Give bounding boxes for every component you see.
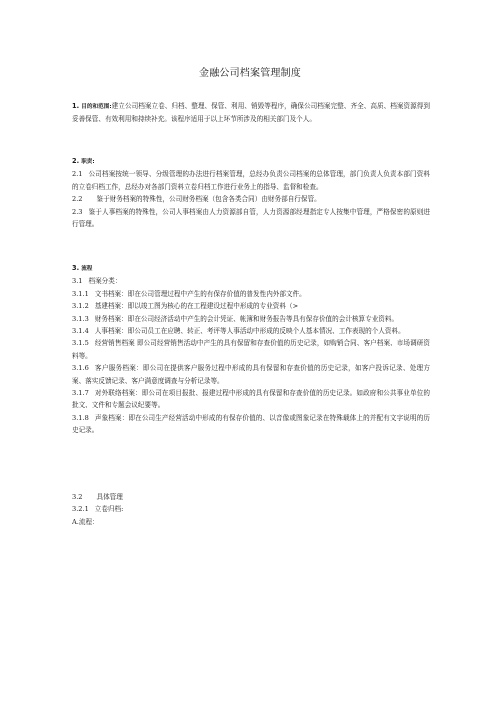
item-text: 立卷归档:: [94, 505, 124, 514]
item-text: 经营销售档案 即公司经营销售活动中产生的具有保留和存查价值的历史记录，如购销合同、客户档案、市场调研资料等。: [72, 339, 430, 360]
item-number: 3.1.2: [72, 302, 89, 311]
paragraph-number: 2.1: [72, 170, 83, 179]
section-label: 流程: [81, 266, 93, 272]
item-number: 3.1.3: [72, 314, 89, 323]
item-number: 3.2: [72, 493, 83, 501]
item-text: 基建档案：即以竣工图为核心的在工程建设过程中形成的专业资料（>: [94, 302, 299, 311]
item-text: 对外联络档案：即公司在项目报批、报建过程中形成的具有保留和存查价值的历史记录。如政府和公共事业单位的批文、文件和专题会议纪要等。: [72, 389, 430, 410]
section-process: [72, 262, 430, 437]
section-management: [72, 491, 430, 528]
section-number: 3.: [72, 264, 80, 272]
paragraph-text: 公司档案按统一领导、分级管理的办法进行档案管理，总经办负责公司档案的总体管理，部门负责人负责本部门资料的立卷归档工作，总经办对各部门资料立卷归档工作进行业务上的指导、监督和检查。: [72, 170, 430, 191]
item-text: 文书档案：即在公司管理过程中产生的有保存价值的普发性内外部文件。: [94, 289, 306, 298]
item-text: 人事档案：即公司员工在应聘、转正、考评等人事活动中形成的反映个人基本情况、工作表现的个人资料。: [94, 327, 405, 336]
item-text: 声象档案：即在公司生产经营活动中形成的有保存价值的、以音像或图象记录在特殊载体上的并配有文字说明的历史记录。: [72, 413, 430, 435]
item-text: 客户服务档案：即公司在提供客户服务过程中形成的具有保留和存查价值的历史记录，如客户投诉记录、处理方案、落实反馈记录、客户满意度调查与分析记录等。: [72, 364, 430, 385]
paragraph-text: 鉴于财务档案的特殊性，公司财务档案（包含各类合同）由财务部自行保管。: [96, 195, 321, 204]
section-purpose: [72, 100, 430, 126]
section-label: 职责:: [81, 159, 95, 165]
item-number: 3.1: [72, 277, 83, 286]
item-number: 3.2.1: [72, 505, 89, 514]
item-text: A.流程：: [72, 517, 99, 526]
item-number: 3.1.1: [72, 289, 89, 298]
document-title: 金融公司档案管理制度: [199, 68, 301, 79]
section-duties: [72, 155, 430, 230]
section-number: 2.: [72, 157, 80, 165]
item-text: 财务档案：即在公司经济活动中产生的会计凭证、帐簿和财务报告等具有保存价值的会计核算专业资料。: [94, 314, 399, 323]
item-text: 档案分类：: [88, 277, 122, 286]
item-number: 3.1.5: [72, 339, 89, 348]
paragraph-number: 2.3: [72, 207, 83, 216]
section-text: 建立公司档案立卷、归档、整理、保管、利用、销毁等程序，确保公司档案完整、齐全、高质、档案资源得到妥善保管、有效利用和持续补充。该程序适用于以上环节所涉及的相关部门及个人。: [72, 102, 430, 124]
item-number: 3.1.4: [72, 327, 89, 336]
item-number: 3.1.7: [72, 389, 89, 398]
item-text: 具体管理: [96, 493, 123, 501]
section-number: 1.: [72, 102, 80, 110]
item-number: 3.1.6: [72, 364, 89, 373]
item-number: 3.1.8: [72, 413, 89, 422]
section-label: 目的和范围:: [81, 104, 112, 110]
paragraph-text: 鉴于人事档案的特殊性，公司人事档案由人力资源部自管，人力资源部经理指定专人按集中管理，严格保密的原则进行管理。: [72, 207, 430, 229]
paragraph-number: 2.2: [72, 195, 83, 204]
